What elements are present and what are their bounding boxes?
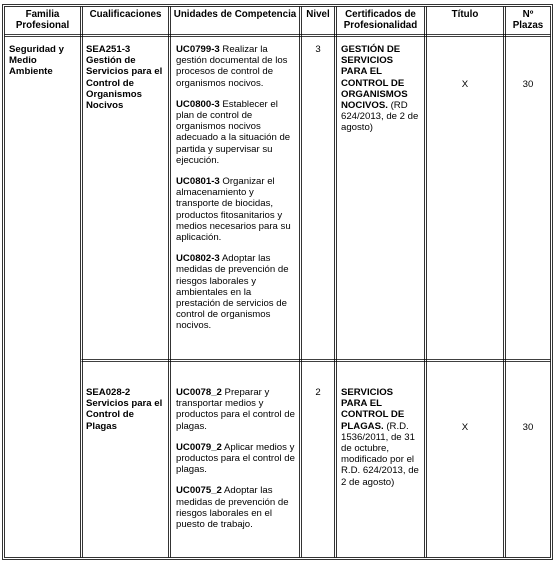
unit-item: UC0801-3 Organizar el almacenamiento y transporte de biocidas, productos fitosanitarios y medios necesarios para su aplicación. (176, 176, 291, 244)
nivel-1: 3 (315, 44, 321, 55)
unit-item: UC0799-3 Realizar la gestión documental de los procesos de control de organismos nocivos. (176, 44, 288, 89)
unit-item: UC0802-3 Adoptar las medidas de prevención de riesgos laborales y ambientales en la prestación de servicios de control de organismos nocivos. (176, 253, 289, 332)
nivel-2: 2 (315, 387, 321, 398)
qualification-2: SEA028-2 Servicios para el Control de Plagas (86, 387, 163, 432)
titulo-2: X (461, 422, 469, 433)
header-unidades: Unidades de Competencia (173, 9, 297, 20)
competency-units-2 (176, 387, 295, 540)
header-plazas: Nº Plazas (512, 9, 544, 31)
familia-value: Seguridad y Medio Ambiente (9, 44, 64, 78)
plazas-1: 30 (522, 79, 534, 90)
header-familia: Familia Profesional (15, 9, 70, 31)
qualification-1: SEA251-3 Gestión de Servicios para el Control de Organismos Nocivos (86, 44, 163, 112)
unit-item: UC0079_2 Aplicar medios y productos para el control de plagas. (176, 441, 295, 476)
certificate-reference: (R.D. 1536/2011, de 31 de octubre, modificado por el R.D. 624/2013, de 2 de agosto) (341, 420, 419, 488)
unit-item: UC0075_2 Adoptar las medidas de prevención de riesgos laborales en el puesto de trabajo. (176, 485, 289, 531)
certificate-reference: (RD 624/2013, de 2 de agosto) (341, 100, 419, 134)
unit-item: UC0800-3 Establecer el plan de control de organismos nocivos adecuado a la situación de partida y supervisar su ejecución. (176, 98, 291, 166)
certificate-1 (341, 44, 421, 134)
plazas-2: 30 (522, 422, 534, 433)
header-cualificaciones: Cualificaciones (89, 9, 162, 20)
competency-units-1 (176, 44, 295, 342)
certificate-title: SERVICIOS PARA EL CONTROL DE PLAGAS. (341, 387, 405, 432)
header-nivel: Nivel (306, 9, 330, 20)
certificate-2 (341, 387, 421, 488)
header-titulo: Título (451, 9, 479, 20)
header-certificados: Certificados de Profesionalidad (343, 9, 418, 31)
certificate-title: GESTIÓN DE SERVICIOS PARA EL CONTROL DE ORGANISMOS NOCIVOS. (341, 44, 408, 112)
titulo-1: X (461, 79, 469, 90)
unit-item: UC0078_2 Preparar y transportar medios y productos para el control de plagas. (176, 387, 295, 432)
